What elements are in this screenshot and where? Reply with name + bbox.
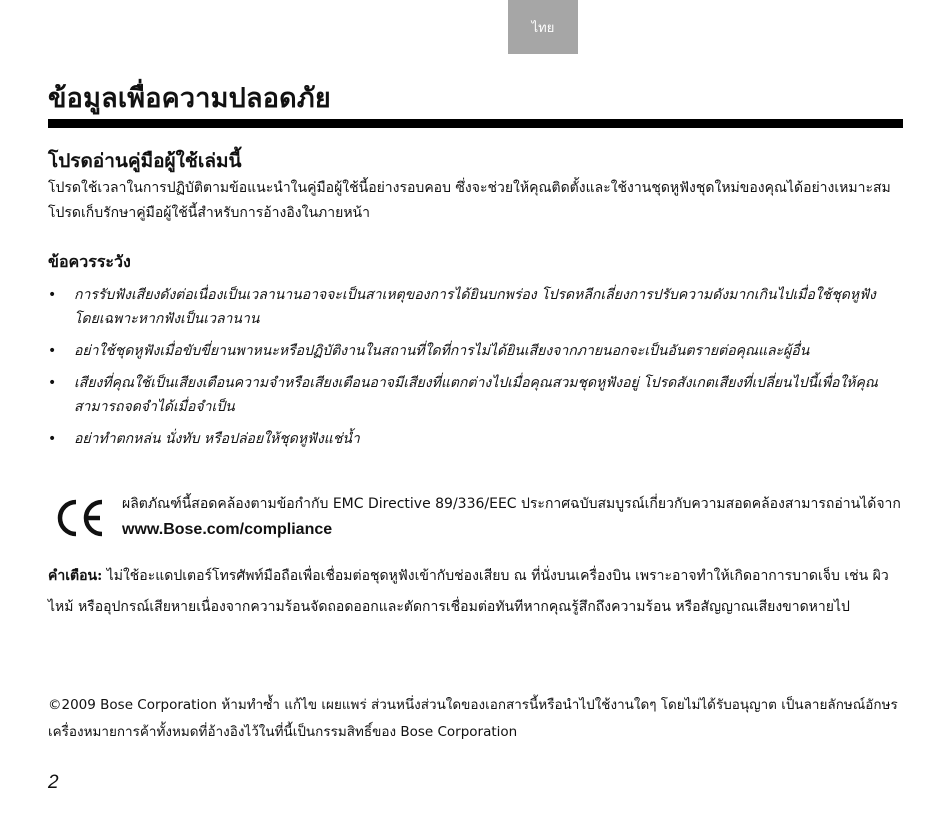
page-title: ข้อมูลเพื่อความปลอดภัย — [48, 83, 331, 114]
bullet-icon: • — [48, 375, 57, 391]
warning-item — [48, 283, 898, 331]
language-tab: ไทย — [508, 0, 578, 54]
caution-notice — [48, 561, 908, 623]
ce-statement — [122, 492, 912, 543]
warning-text: อย่าใช้ชุดหูฟังเมื่อขับขี่ยานพาหนะหรือปฏิบัติงานในสถานที่ใดที่การไม่ได้ยินเสียงจากภายนอกจะเป็นอันตรายต่อคุณและผู้อื่น — [74, 343, 810, 359]
warning-item — [48, 339, 898, 363]
bullet-icon: • — [48, 431, 57, 447]
ce-compliance — [48, 492, 908, 546]
page-number: 2 — [48, 772, 59, 793]
section-body: โปรดใช้เวลาในการปฏิบัติตามข้อแนะนำในคู่มือผู้ใช้นี้อย่างรอบคอบ ซึ่งจะช่วยให้คุณติดตั้งและใช้งานชุดหูฟังชุดใหม่ของคุณได้อย่างเหมาะสม โปรดเก็บรักษาคู่มือผู้ใช้นี้สำหรับการอ้างอิงในภายหน้า — [48, 180, 891, 221]
caution-label: คำเตือน: — [48, 568, 103, 584]
warnings-heading: ข้อควรระวัง — [48, 252, 131, 271]
ce-mark-icon — [52, 496, 108, 540]
bullet-icon: • — [48, 287, 57, 303]
warnings-list — [48, 283, 898, 459]
warning-item — [48, 371, 898, 419]
warning-text: เสียงที่คุณใช้เป็นเสียงเตือนความจำหรือเสียงเตือนอาจมีเสียงที่แตกต่างไปเมื่อคุณสวมชุดหูฟังอยู่ โปรดสังเกตเสียงที่เปลี่ยนไปนี้เพื่อให้คุณสามารถจดจำได้เมื่อจำเป็น — [74, 375, 878, 415]
warning-text: อย่าทำตกหล่น นั่งทับ หรือปล่อยให้ชุดหูฟังแช่น้ำ — [74, 431, 360, 447]
caution-text: ไม่ใช้อะแดปเตอร์โทรศัพท์มือถือเพื่อเชื่อมต่อชุดหูฟังเข้ากับช่องเสียบ ณ ที่นั่งบนเครื่องบิน เพราะอาจทำให้เกิดอาการบาดเจ็บ เช่น ผิวไหม้ หรืออุปกรณ์เสียหายเนื่องจากความร้อนจัดถอดออกและตัดการเชื่อมต่อทันทีหากคุณรู้สึกถึงความร้อน หรือสัญญาณเสียงขาดหายไป — [48, 568, 889, 615]
title-rule — [48, 119, 903, 128]
section-heading: โปรดอ่านคู่มือผู้ใช้เล่มนี้ — [48, 150, 242, 172]
ce-text: ผลิตภัณฑ์นี้สอดคล้องตามข้อกำกับ EMC Directive 89/336/EEC ประกาศฉบับสมบูรณ์เกี่ยวกับความสอดคล้องสามารถอ่านได้จาก — [122, 496, 901, 512]
bullet-icon: • — [48, 343, 57, 359]
copyright-notice: ©2009 Bose Corporation ห้ามทำซ้ำ แก้ไข เผยแพร่ ส่วนหนึ่งส่วนใดของเอกสารนี้หรือนำไปใช้งานใดๆ โดยไม่ได้รับอนุญาต เป็นลายลักษณ์อักษร เครื่องหมายการค้าทั้งหมดที่อ้างอิงไว้ในที่นี้เป็นกรรมสิทธิ์ของ Bose Corporation — [48, 697, 898, 740]
compliance-link[interactable]: www.Bose.com/compliance — [122, 521, 333, 538]
warning-item — [48, 427, 898, 451]
warning-text: การรับฟังเสียงดังต่อเนื่องเป็นเวลานานอาจจะเป็นสาเหตุของการได้ยินบกพร่อง โปรดหลีกเลี่ยงการปรับความดังมากเกินไปเมื่อใช้ชุดหูฟัง โดยเฉพาะหากฟังเป็นเวลานาน — [74, 287, 876, 327]
